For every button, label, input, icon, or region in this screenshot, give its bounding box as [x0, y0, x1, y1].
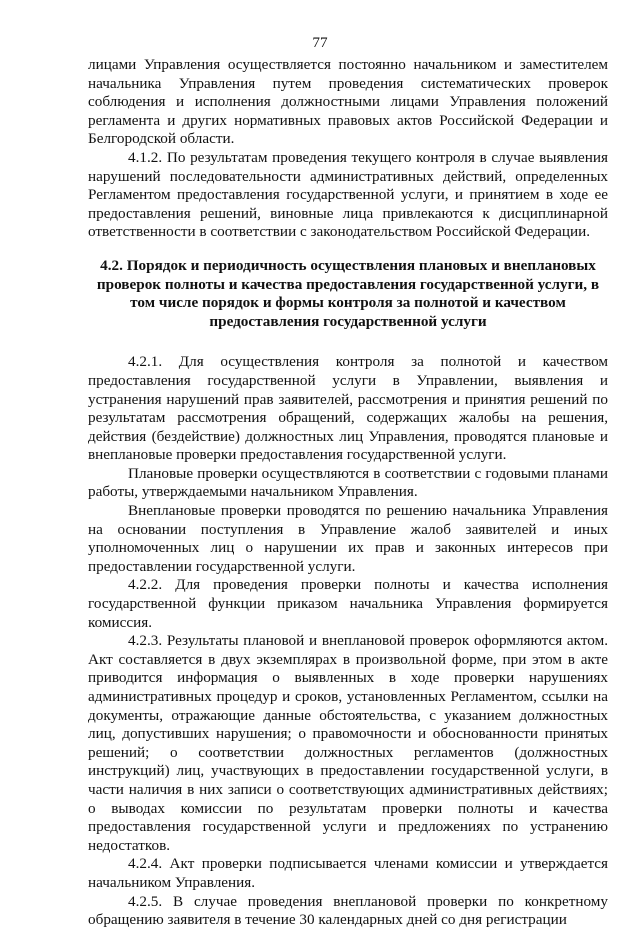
- paragraph-4-2-2: 4.2.2. Для проведения проверки полноты и качества исполнения государственной функции приказом начальника Управления формируется комиссия.: [88, 576, 608, 631]
- document-body: [88, 56, 608, 930]
- paragraph-4-2-3: 4.2.3. Результаты плановой и внеплановой проверок оформляются актом. Акт составляется в двух экземплярах в произвольной форме, при этом в акте приводится информация о выявленных в ходе проверки нарушениях административных процедур и сроков, установленных Регламентом, ссылки на документы, отражающие данные обстоятельства, с указанием должностных лиц, допустивших нарушения; о правомочности и обоснованности принятых решений; о соответствии должностных регламентов (должностных инструкций) лиц, участвующих в предоставлении государственной услуги, в части наличия в них записи о соответствующих административных действиях; о выводах комиссии по результатам проверки полноты и качества предоставления государственной услуги и предложениях по устранению недостатков.: [88, 632, 608, 854]
- paragraph-4-1-2: 4.1.2. По результатам проведения текущего контроля в случае выявления нарушений последовательности административных действий, определенных Регламентом предоставления государственной услуги, и принятием в ходе ее предоставления решений, виновные лица привлекаются к дисциплинарной ответственности в соответствии с законодательством Российской Федерации.: [88, 148, 608, 241]
- paragraph-unplanned-checks: Внеплановые проверки проводятся по решению начальника Управления на основании поступления в Управление жалоб заявителей и иных уполномоченных лиц о нарушении их прав и законных интересов при предоставлении государственной услуги.: [88, 502, 608, 575]
- paragraph-planned-checks: Плановые проверки осуществляются в соответствии с годовыми планами работы, утверждаемыми начальником Управления.: [88, 464, 608, 501]
- paragraph-4-2-5: 4.2.5. В случае проведения внеплановой проверки по конкретному обращению заявителя в течение 30 календарных дней со дня регистрации: [88, 892, 608, 929]
- section-heading-4-2: 4.2. Порядок и периодичность осуществления плановых и внеплановых проверок полноты и качества предоставления государственной услуги, в том числе порядок и формы контроля за полнотой и качеством предоставления государственной услуги: [96, 256, 600, 330]
- paragraph-4-2-4: 4.2.4. Акт проверки подписывается членами комиссии и утверждается начальником Управления.: [88, 855, 608, 891]
- page-number: 77: [312, 34, 328, 51]
- paragraph-continuation: лицами Управления осуществляется постоянно начальником и заместителем начальника Управления путем проведения систематических проверок соблюдения и исполнения должностными лицами Управления положений регламента и других нормативных правовых актов Российской Федерации и Белгородской области.: [88, 56, 608, 148]
- paragraph-4-2-1: 4.2.1. Для осуществления контроля за полнотой и качеством предоставления государственной услуги в Управлении, выявления и устранения нарушений прав заявителей, рассмотрения и принятия решений по результатам рассмотрения обращений, содержащих жалобы на решения, действия (бездействие) должностных лиц Управления, проводятся плановые и внеплановые проверки предоставления государственной услуги.: [88, 353, 608, 464]
